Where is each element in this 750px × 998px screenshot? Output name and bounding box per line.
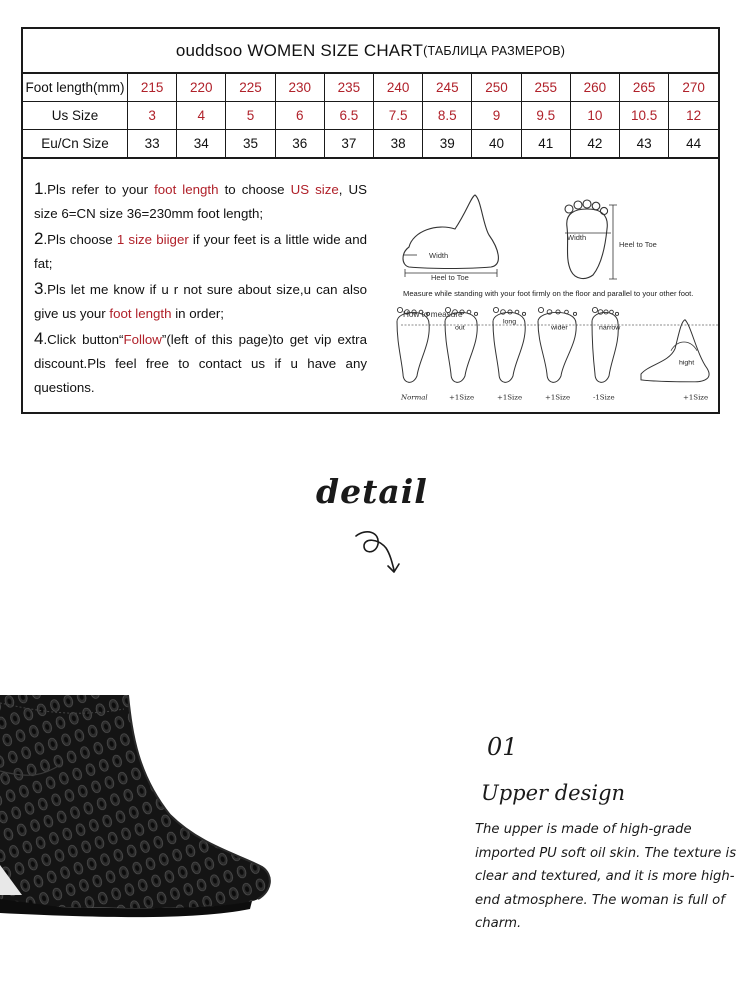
note-text: ”(left of this page)to get vip extra discount.Pls feel free to contact us if u have any questions. [34, 332, 367, 395]
chart-title-russian: (ТАБЛИЦА РАЗМЕРОВ) [423, 43, 566, 58]
size-cell: 260 [570, 74, 619, 102]
size-cell: 240 [374, 74, 423, 102]
size-note [34, 277, 367, 326]
note-text: .Pls refer to your [43, 182, 155, 197]
how-to-measure-label: How to measure [403, 310, 463, 319]
note-number: 2 [34, 229, 44, 248]
size-note [34, 227, 367, 276]
size-table [23, 74, 718, 159]
boot-upper-image [0, 695, 300, 925]
foot-types-row [397, 307, 709, 401]
size-cell: 3 [128, 102, 177, 130]
foot-type-icon [641, 320, 709, 402]
size-cell: 7.5 [374, 102, 423, 130]
note-number: 4 [34, 329, 44, 348]
foot-type-icon [397, 307, 430, 401]
size-notes [34, 177, 367, 401]
foot-type-tag: wider [551, 324, 568, 332]
size-cell: 10 [570, 102, 619, 130]
note-number: 1 [34, 179, 44, 198]
size-cell: 43 [620, 130, 669, 159]
size-cell: 245 [423, 74, 472, 102]
size-cell: 37 [324, 130, 373, 159]
size-cell: 5 [226, 102, 275, 130]
foot-type-icon [592, 307, 620, 401]
size-cell: 41 [521, 130, 570, 159]
note-highlight: Follow [123, 332, 162, 347]
side-foot-icon [403, 195, 498, 277]
size-cell: 34 [177, 130, 226, 159]
note-text: to choose [218, 182, 291, 197]
note-highlight: US size [290, 182, 339, 197]
size-cell: 235 [324, 74, 373, 102]
foot-type-caption: +1Size [545, 393, 571, 402]
size-cell: 270 [669, 74, 718, 102]
size-cell: 6 [275, 102, 324, 130]
size-cell: 10.5 [620, 102, 669, 130]
size-cell: 39 [423, 130, 472, 159]
foot-type-icon [445, 307, 478, 401]
size-cell: 33 [128, 130, 177, 159]
note-highlight: foot length [154, 182, 219, 197]
top-heel-to-toe-label: Heel to Toe [619, 240, 657, 249]
note-text: if your feet is a little wide and fat; [34, 232, 367, 271]
foot-type-tag: out [455, 324, 465, 332]
side-width-label: Width [429, 251, 449, 260]
foot-measure-illustration [379, 169, 719, 409]
size-cell: 36 [275, 130, 324, 159]
note-number: 3 [34, 279, 44, 298]
foot-type-tag: narrow [599, 324, 621, 332]
note-highlight: foot length [109, 306, 172, 321]
note-text: .Pls choose [43, 232, 117, 247]
side-heel-to-toe-label: Heel to Toe [431, 273, 469, 282]
section-number: 01 [487, 733, 518, 761]
note-highlight: 1 size biiger [116, 232, 189, 247]
foot-type-caption: -1Size [593, 393, 615, 402]
size-cell: 225 [226, 74, 275, 102]
foot-type-tag: long [503, 318, 517, 326]
size-cell: 42 [570, 130, 619, 159]
size-cell: 44 [669, 130, 718, 159]
size-cell: 35 [226, 130, 275, 159]
size-row-label: Us Size [23, 102, 128, 130]
size-cell: 40 [472, 130, 521, 159]
chart-title [23, 29, 718, 74]
section-description: The upper is made of high-grade imported PU soft oil skin. The texture is clear and textured, and it is more high-end atmosphere. The woman is full of charm. [475, 822, 737, 932]
foot-type-caption: +1Size [683, 393, 709, 402]
size-row [23, 130, 718, 159]
size-cell: 8.5 [423, 102, 472, 130]
size-cell: 12 [669, 102, 718, 130]
foot-type-icon [538, 307, 577, 401]
size-cell: 255 [521, 74, 570, 102]
size-row-label: Eu/Cn Size [23, 130, 128, 159]
detail-heading: detail [316, 472, 428, 511]
size-cell: 9 [472, 102, 521, 130]
size-cell: 9.5 [521, 102, 570, 130]
size-cell: 4 [177, 102, 226, 130]
size-note [34, 327, 367, 400]
foot-type-caption: +1Size [497, 393, 523, 402]
note-text: .Pls let me know if u r not sure about size,u can also give us your [34, 282, 367, 321]
size-row [23, 102, 718, 130]
note-text: in order; [171, 306, 224, 321]
size-row [23, 74, 718, 102]
foot-type-caption: Normal [401, 393, 428, 402]
top-width-label: Width [567, 233, 587, 242]
size-cell: 38 [374, 130, 423, 159]
size-cell: 6.5 [324, 102, 373, 130]
size-cell: 230 [275, 74, 324, 102]
note-text: .Click button“ [43, 332, 124, 347]
size-chart [21, 27, 720, 414]
foot-type-icon [493, 307, 526, 401]
curly-arrow-icon [352, 524, 404, 576]
size-note [34, 177, 367, 226]
size-cell: 215 [128, 74, 177, 102]
measure-instruction: Measure while standing with your foot firmly on the floor and parallel to your other foot. [403, 289, 694, 298]
note-text: , US size 6=CN size 36=230mm foot length; [34, 182, 367, 221]
chart-title-text: ouddsoo WOMEN SIZE CHART [175, 40, 424, 60]
foot-type-caption: +1Size [449, 393, 475, 402]
size-cell: 250 [472, 74, 521, 102]
section-title: Upper design [481, 781, 626, 805]
foot-type-tag: hight [679, 359, 695, 367]
size-cell: 220 [177, 74, 226, 102]
size-cell: 265 [620, 74, 669, 102]
size-row-label: Foot length(mm) [23, 74, 128, 102]
